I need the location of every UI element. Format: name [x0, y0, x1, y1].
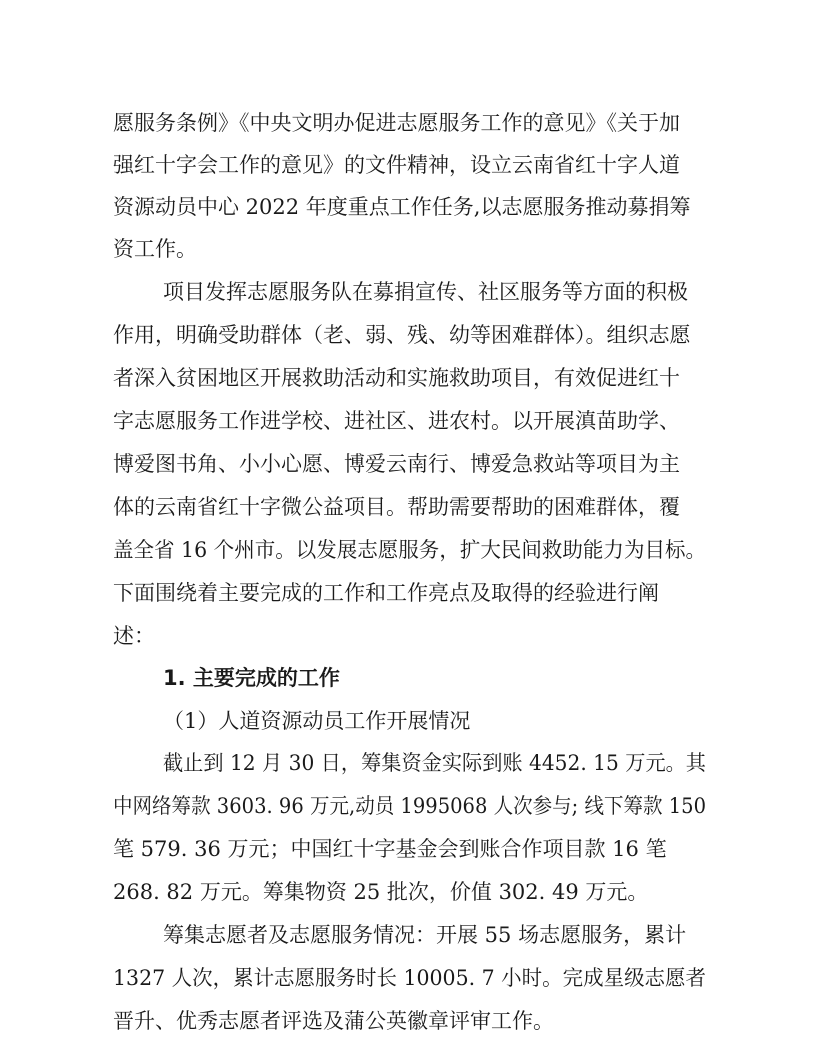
text-line: 体的云南省红十字微公益项目。帮助需要帮助的困难群体，覆 [113, 495, 680, 519]
text-line: 强红十字会工作的意见》的文件精神，设立云南省红十字人道 [113, 153, 680, 177]
paragraph-line [0, 187, 815, 227]
paragraph-line [0, 103, 815, 143]
section-heading-text: 1. 主要完成的工作 [163, 666, 340, 690]
paragraph-line [0, 272, 815, 312]
text-line: 268. 82 万元。筹集物资 25 批次，价值 302. 49 万元。 [113, 880, 649, 904]
text-line: 资源动员中心 2022 年度重点工作任务,以志愿服务推动募捐筹 [113, 195, 691, 219]
text-line: 作用，明确受助群体（老、弱、残、幼等困难群体）。组织志愿 [113, 323, 691, 347]
text-line: 字志愿服务工作进学校、进社区、进农村。以开展滇苗助学、 [113, 409, 680, 433]
paragraph-line [0, 401, 815, 441]
text-line: 博爱图书角、小小心愿、博爱云南行、博爱急救站等项目为主 [113, 452, 680, 476]
paragraph-line [0, 915, 815, 955]
text-line: 1327 人次，累计志愿服务时长 10005. 7 小时。完成星级志愿者 [113, 966, 706, 990]
text-line: 笔 579. 36 万元；中国红十字基金会到账合作项目款 16 笔 [113, 837, 667, 861]
paragraph-line [0, 616, 815, 656]
paragraph-line [0, 829, 815, 869]
paragraph-line [0, 487, 815, 527]
paragraph-line [0, 358, 815, 398]
text-line: 资工作。 [113, 237, 197, 261]
paragraph-line [0, 786, 815, 826]
paragraph-line [0, 743, 815, 783]
text-line: 项目发挥志愿服务队在募捐宣传、社区服务等方面的积极 [163, 280, 688, 304]
text-line: 愿服务条例》《中央文明办促进志愿服务工作的意见》《关于加 [113, 111, 680, 135]
section-heading [0, 658, 815, 698]
text-line: 中网络筹款 3603. 96 万元,动员 1995068 人次参与; 线下筹款 150 [113, 794, 706, 818]
text-line: 述： [113, 624, 155, 648]
text-line: 截止到 12 月 30 日，筹集资金实际到账 4452. 15 万元。其 [163, 751, 706, 775]
subsection-heading [0, 701, 815, 741]
text-line: 者深入贫困地区开展救助活动和实施救助项目，有效促进红十 [113, 366, 680, 390]
paragraph-line [0, 444, 815, 484]
paragraph-line [0, 958, 815, 998]
text-line: 盖全省 16 个州市。以发展志愿服务，扩大民间救助能力为目标。 [113, 538, 706, 562]
paragraph-line [0, 229, 815, 269]
paragraph-line [0, 530, 815, 570]
paragraph-line [0, 1001, 815, 1041]
text-line: 晋升、优秀志愿者评选及蒲公英徽章评审工作。 [113, 1009, 554, 1033]
paragraph-line [0, 872, 815, 912]
text-line: 筹集志愿者及志愿服务情况：开展 55 场志愿服务，累计 [163, 923, 687, 947]
paragraph-line [0, 573, 815, 613]
text-line: 下面围绕着主要完成的工作和工作亮点及取得的经验进行阐 [113, 581, 659, 605]
paragraph-line [0, 145, 815, 185]
paragraph-line [0, 315, 815, 355]
subsection-heading-text: （1）人道资源动员工作开展情况 [163, 709, 471, 733]
